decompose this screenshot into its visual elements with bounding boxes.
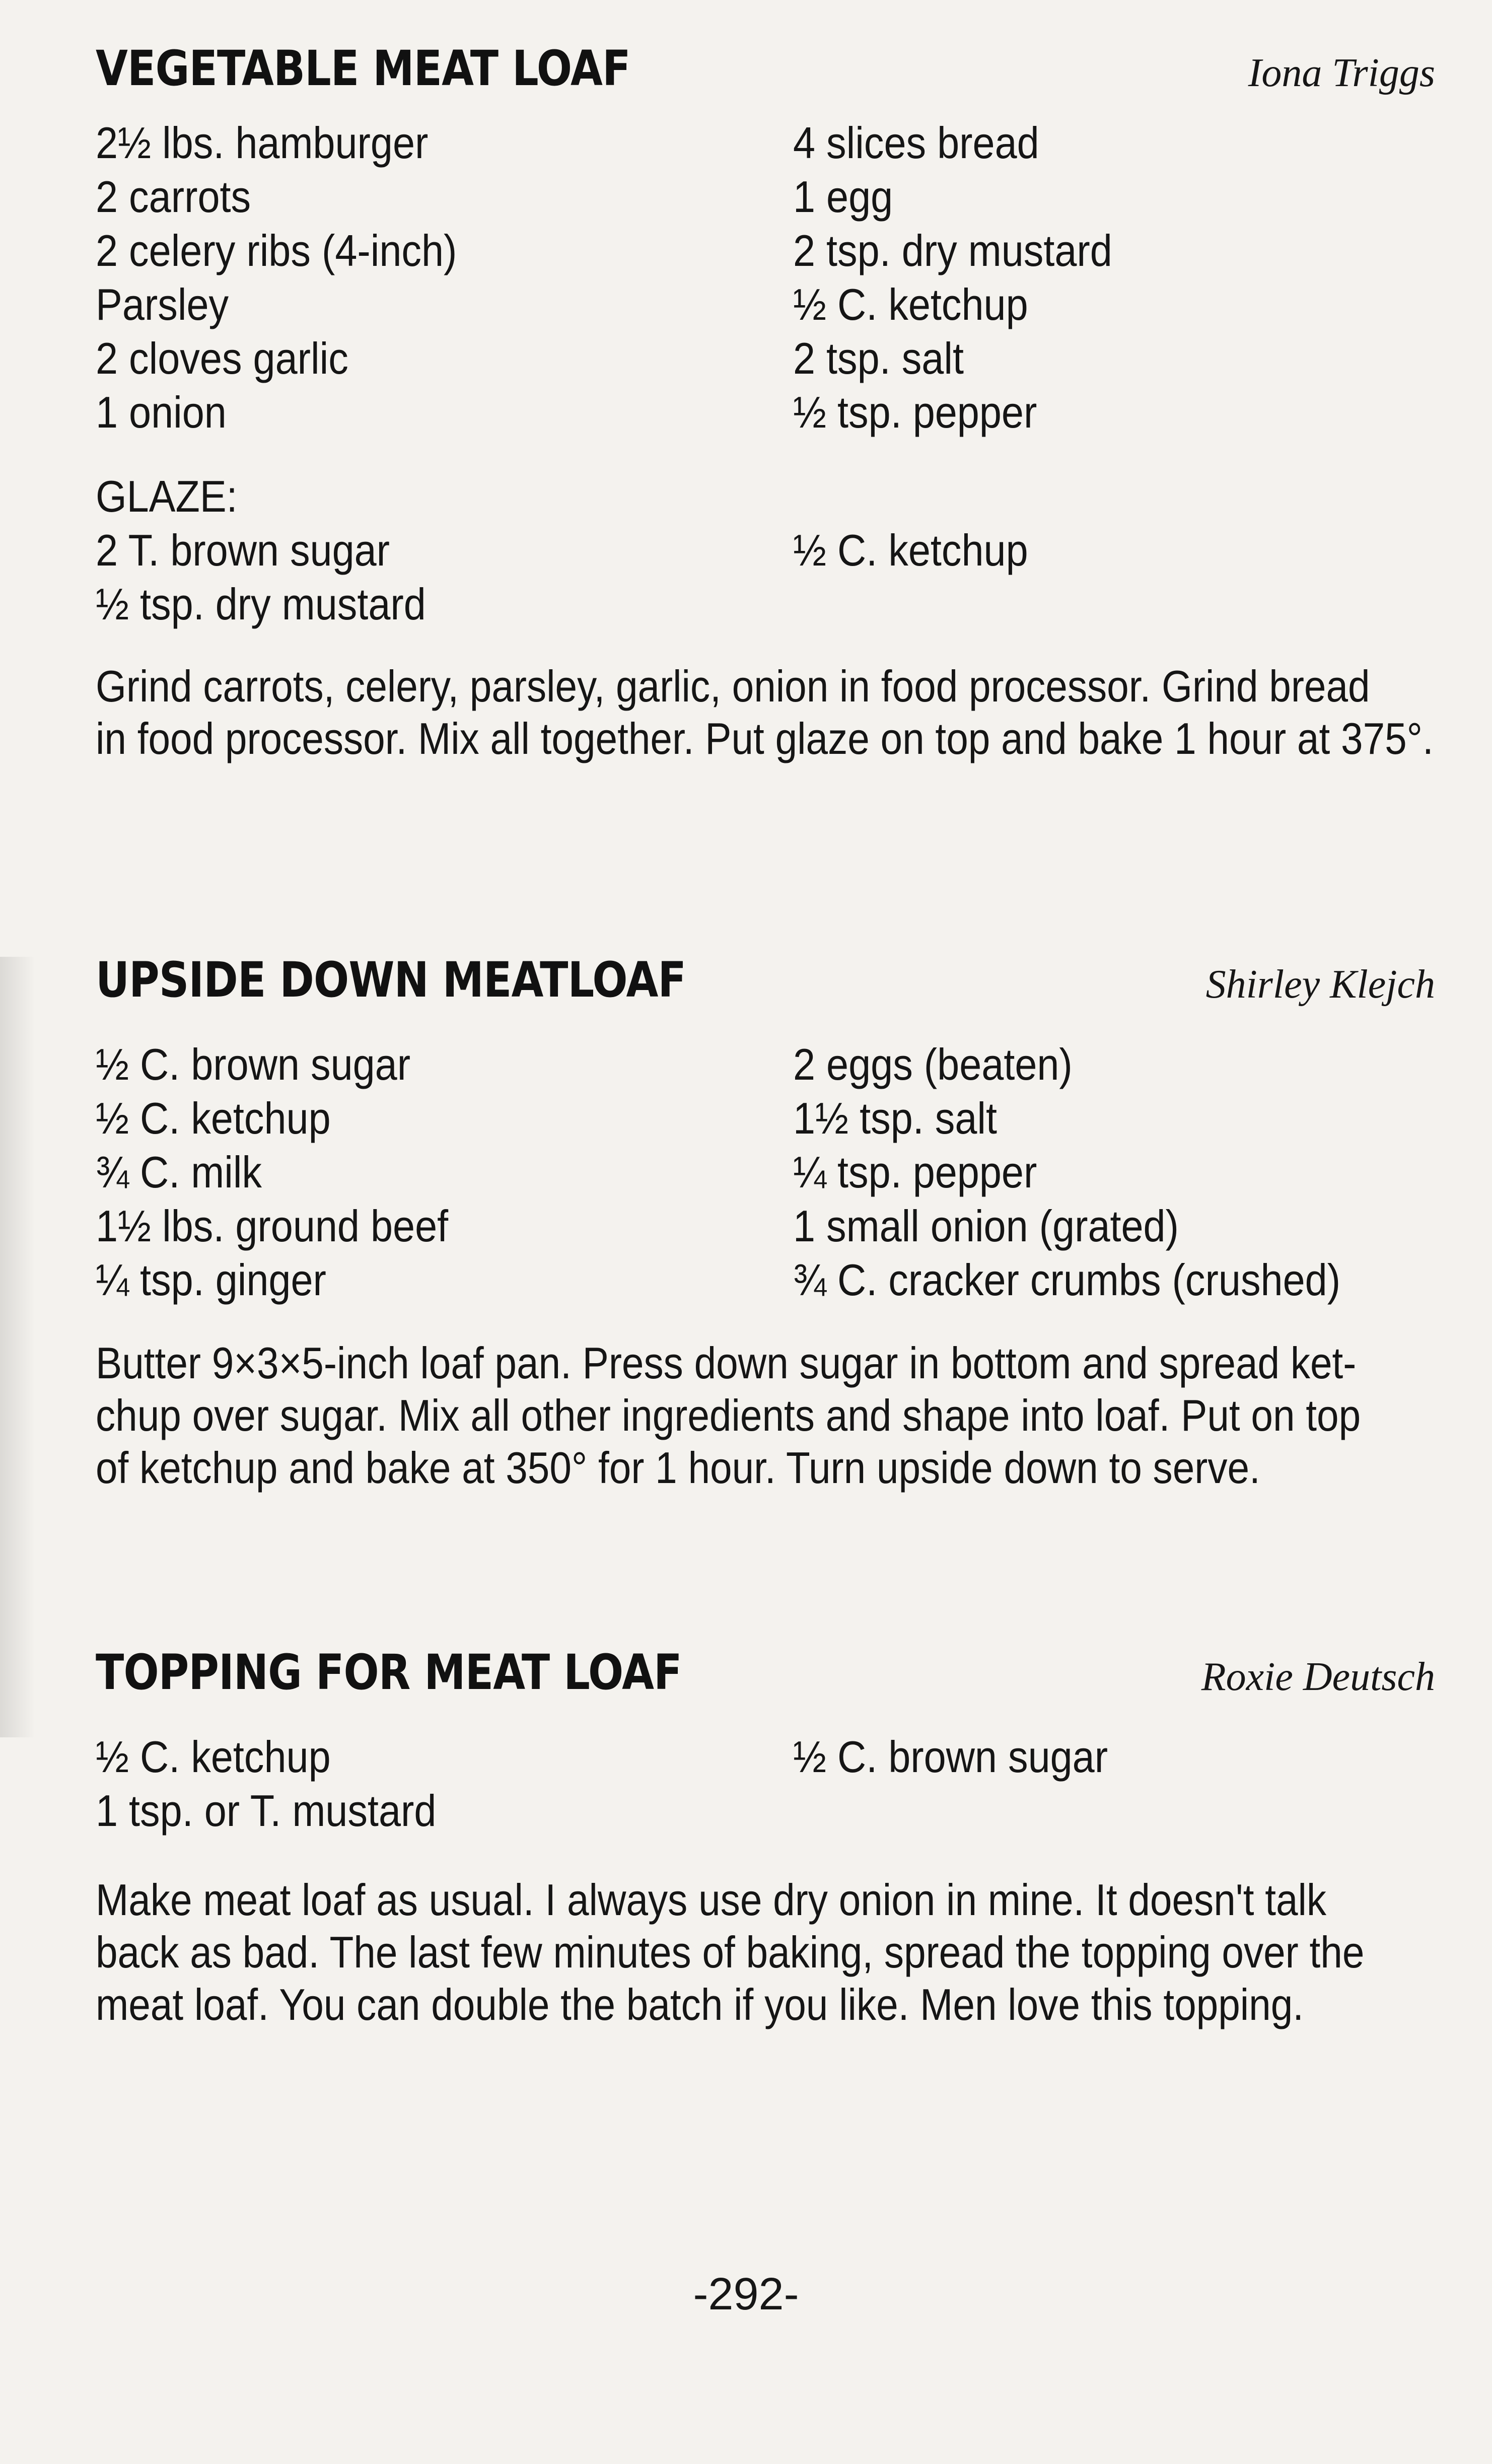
ingredient: ½ tsp. pepper (793, 387, 1037, 437)
ingredient: 2 eggs (beaten) (793, 1039, 1073, 1089)
directions-line: of ketchup and bake at 350° for 1 hour. Turn upside down to serve. (96, 1443, 1260, 1493)
ingredient: 1 small onion (grated) (793, 1201, 1179, 1251)
ingredient: 2 cloves garlic (96, 333, 348, 383)
glaze-ingredient-list (96, 523, 1435, 631)
recipe-directions (96, 1874, 1436, 2031)
ingredient: ½ C. ketchup (96, 1732, 331, 1782)
ingredient-list (96, 1037, 1435, 1307)
ingredient: Parsley (96, 279, 229, 329)
ingredient: ¾ C. cracker crumbs (crushed) (793, 1255, 1341, 1305)
ingredient-column-right (793, 1730, 1490, 1838)
recipe-title: TOPPING FOR MEAT LOAF (96, 1644, 682, 1701)
ingredient: 1½ tsp. salt (793, 1093, 998, 1143)
ingredient: 1 tsp. or T. mustard (96, 1786, 437, 1836)
ingredient-column-left (96, 116, 793, 439)
ingredient: 4 slices bread (793, 118, 1039, 168)
ingredient-column-left (96, 1730, 793, 1838)
recipe-title: UPSIDE DOWN MEATLOAF (96, 952, 686, 1008)
ingredient: 2 carrots (96, 172, 251, 222)
ingredient-column-right (793, 116, 1490, 439)
recipe-author: Shirley Klejch (1205, 962, 1435, 1007)
ingredient: ½ C. brown sugar (793, 1732, 1108, 1782)
ingredient: 2 tsp. dry mustard (793, 226, 1112, 275)
ingredient: ½ C. brown sugar (96, 1039, 411, 1089)
recipe-header (96, 40, 1435, 116)
directions-line: meat loaf. You can double the batch if you like. Men love this topping. (96, 1980, 1304, 2029)
directions-line: Butter 9×3×5-inch loaf pan. Press down sugar in bottom and spread ket- (96, 1338, 1357, 1388)
recipe-header (96, 1644, 1435, 1720)
ingredient: ½ C. ketchup (96, 1093, 331, 1143)
ingredient-list (96, 1730, 1435, 1838)
directions-line: Make meat loaf as usual. I always use dry onion in mine. It doesn't talk (96, 1875, 1327, 1925)
ingredient: ¼ tsp. ginger (96, 1255, 326, 1305)
glaze-column-right (793, 523, 1490, 631)
ingredient-column-left (96, 1037, 793, 1307)
directions-line: in food processor. Mix all together. Put glaze on top and bake 1 hour at 375°. (96, 714, 1434, 763)
recipe-title: VEGETABLE MEAT LOAF (96, 40, 630, 97)
glaze-label: GLAZE: (96, 471, 238, 521)
directions-line: Grind carrots, celery, parsley, garlic, onion in food processor. Grind bread (96, 661, 1370, 711)
ingredient: 2 celery ribs (4-inch) (96, 226, 457, 275)
ingredient-list (96, 116, 1435, 439)
ingredient: ½ C. ketchup (793, 279, 1028, 329)
ingredient: 1 onion (96, 387, 227, 437)
recipe-author: Roxie Deutsch (1201, 1655, 1435, 1699)
recipe-topping-for-meat-loaf (96, 1644, 1435, 2031)
ingredient: 2 T. brown sugar (96, 525, 390, 575)
recipe-author: Iona Triggs (1248, 51, 1435, 95)
recipe-header (96, 952, 1435, 1027)
glaze-column-left (96, 523, 793, 631)
page-edge-shadow (0, 957, 35, 1737)
recipe-directions (96, 1337, 1436, 1494)
ingredient-column-right (793, 1037, 1490, 1307)
recipe-vegetable-meat-loaf (96, 40, 1435, 765)
ingredient: 2½ lbs. hamburger (96, 118, 429, 168)
directions-line: chup over sugar. Mix all other ingredients and shape into loaf. Put on top (96, 1390, 1361, 1440)
ingredient: ¾ C. milk (96, 1147, 262, 1197)
ingredient: 1½ lbs. ground beef (96, 1201, 449, 1251)
ingredient: 2 tsp. salt (793, 333, 964, 383)
directions-line: back as bad. The last few minutes of baking, spread the topping over the (96, 1927, 1365, 1977)
page-number: -292- (693, 2269, 799, 2319)
recipe-upside-down-meatloaf (96, 952, 1435, 1494)
ingredient: 1 egg (793, 172, 893, 222)
ingredient: ½ tsp. dry mustard (96, 579, 426, 629)
ingredient: ½ C. ketchup (793, 525, 1028, 575)
ingredient: ¼ tsp. pepper (793, 1147, 1037, 1197)
recipe-directions (96, 660, 1436, 765)
